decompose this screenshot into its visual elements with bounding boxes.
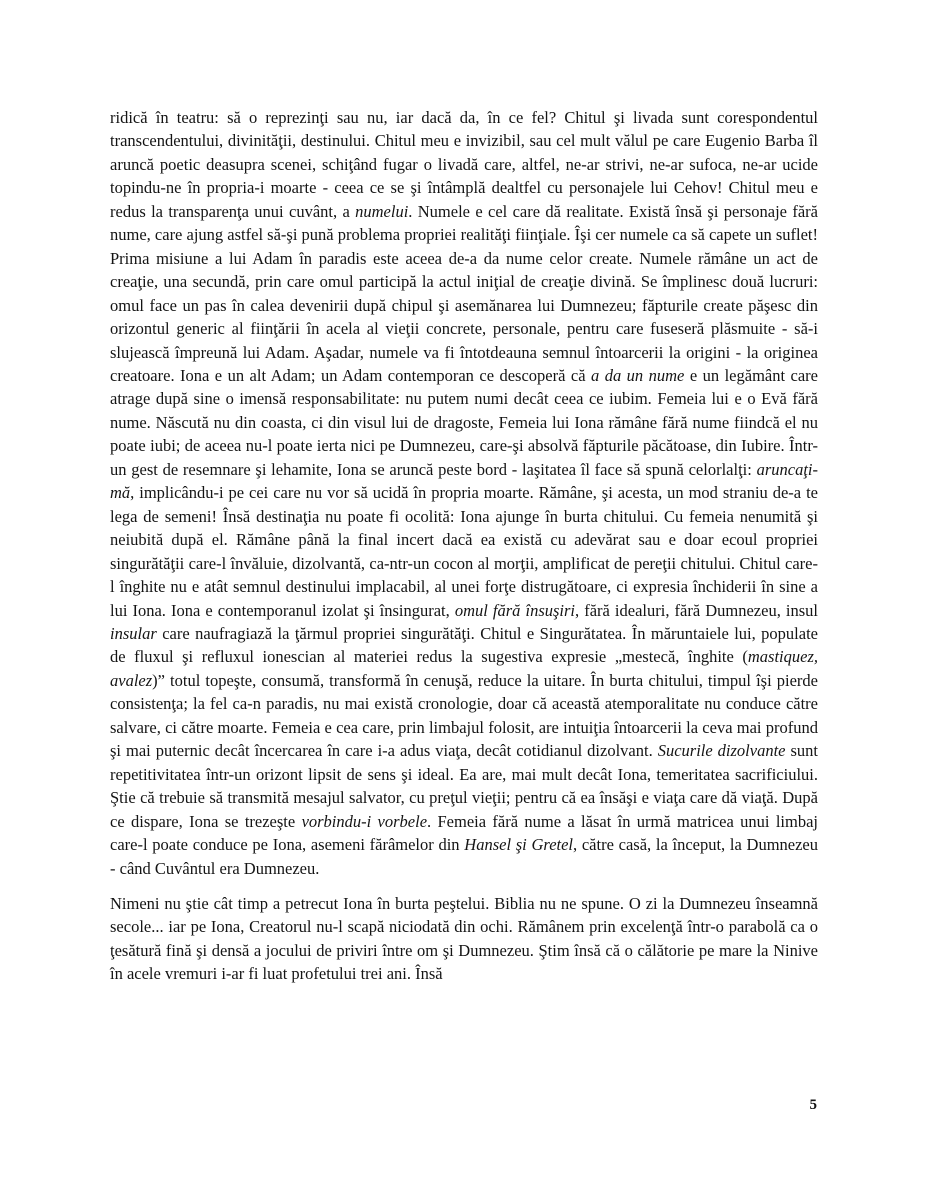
paragraph [110, 106, 818, 880]
text-run: , implicându-i pe cei care nu vor să ucidă în propria moarte. Rămâne, şi acesta, un mod straniu de-a te lega de semeni! Însă destinaţia nu poate fi ocolită: Iona ajunge în burta chitului. Cu femeia nenumită şi neiubită după el. Rămâne până la final incert dacă ea există cu adevărat sau e doar ecoul propriei singurătăţii care-l învăluie, dizolvantă, ca-ntr-un cocon al morţii, amplificat de pereţii chitului. Chitul care-l înghite nu e atât semnul destinului implacabil, al unei forţe distrugătoare, ci expresia închiderii în sine a lui Iona. Iona e contemporanul izolat şi însingurat, [110, 483, 818, 620]
italic-text-run: omul fără însuşiri [454, 600, 576, 620]
italic-text-run: Hansel şi Gretel [464, 835, 574, 855]
italic-text-run: numelui [355, 201, 409, 221]
italic-text-run: aruncaţi-mă [110, 459, 818, 503]
text-run: . Femeia fără nume a lăsat în urmă matricea unui limbaj care-l poate conduce pe Iona, asemeni fărâmelor din [110, 811, 818, 855]
text-run: )” totul topeşte, consumă, transformă în cenuşă, reduce la uitare. În burta chitului, timpul îşi pierde consistenţa; la fel ca-n paradis, nu mai există cronologie, doar că această atemporalitate nu conduce către salvare, ci către moarte. Femeia e cea care, prin limbajul folosit, are intuiţia întoarcerii la ceva mai profund şi mai puternic decât încercarea în care i-a adus viaţa, decât cotidianul dizolvant. [110, 670, 818, 761]
italic-text-run: mastiquez, avalez [110, 647, 818, 690]
italic-text-run: Sucurile dizolvante [657, 741, 786, 761]
italic-text-run: vorbindu-i vorbele [301, 811, 428, 831]
text-run: sunt repetitivitatea într-un orizont lipsit de sens şi ideal. Ea are, mai mult decât Iona, temeritatea sacrificiului. Ştie că trebuie să transmită mesajul salvator, cu preţul vieţii; pentru că ea însăşi e viaţa care dă viaţă. După ce dispare, Iona se trezeşte [110, 741, 819, 831]
text-run: , fără idealuri, fără Dumnezeu, insul [575, 600, 818, 620]
text-run: , către casă, la început, la Dumnezeu - când Cuvântul era Dumnezeu. [110, 835, 818, 878]
italic-text-run: a da un nume [591, 365, 685, 385]
text-run: Nimeni nu ştie cât timp a petrecut Iona în burta peştelui. Biblia nu ne spune. O zi la Dumnezeu înseamnă secole... iar pe Iona, Creatorul nu-l scapă niciodată din ochi. Rămânem prin excelenţă într-o parabolă ca o ţesătură fină şi densă a jocului de priviri între om şi Dumnezeu. Ştim însă că o călătorie pe mare la Ninive în acele vremuri i-ar fi luat profetului trei ani. Însă [110, 893, 818, 984]
text-run: care naufragiază la ţărmul propriei singurătăţi. Chitul e Singurătatea. În măruntaiele lui, populate de fluxul şi refluxul ionescian al materiei redus la sugestiva expresie „mestecă, înghite ( [110, 623, 818, 667]
text-run: e un legământ care atrage după sine o imensă responsabilitate: nu putem numi decât ceea ce iubim. Femeia lui e o Evă fără nume. Născută nu din coasta, ci din visul lui de dragoste, Femeia lui Iona rămâne fără nume fiindcă el nu poate iubi; de aceea nu-l poate ierta nici pe Dumnezeu, care-şi absolvă făpturile păcătoase, din Iubire. Într-un gest de resemnare şi lehamite, Iona se aruncă peste bord - laşitatea îl face să spună celorlalţi: [110, 365, 818, 479]
paragraph [110, 892, 818, 986]
italic-text-run: insular [110, 623, 157, 643]
text-run: ridică în teatru: să o reprezinţi sau nu, iar dacă da, în ce fel? Chitul şi livada sunt corespondentul transcendentului, divinităţii, destinului. Chitul meu e invizibil, sau cel mult vălul pe care Eugenio Barba îl aruncă poetic deasupra scenei, schiţând fugar o livadă care, altfel, ne-ar strivi, ne-ar sufoca, ne-ar ucide topindu-ne în propria-i moarte - ceea ce se şi întâmplă dealtfel cu personajele lui Cehov! Chitul meu e redus la transparenţa unui cuvânt, a [110, 108, 818, 221]
text-run: . Numele e cel care dă realitate. Există însă şi personaje fără nume, care ajung astfel să-şi pună problema propriei realităţi fiinţiale. Îşi cer numele ca să capete un suflet! Prima misiune a lui Adam în paradis este aceea de-a da nume celor create. Numele rămâne un act de creaţie, una secundă, prin care omul participă la actul iniţial de creaţie divină. Se împlinesc două lucruri: omul face un pas în calea devenirii după chipul şi asemănarea lui Dumnezeu; făpturile create păşesc din orizontul generic al fiinţării în acela al vieţii concrete, personale, pentru care fuseseră plăsmuite - să-i slujească împreună lui Adam. Aşadar, numele va fi întotdeauna semnul întoarcerii la origini - la originea creatoare. Iona e un alt Adam; un Adam contemporan ce descoperă că [110, 201, 818, 385]
page-number: 5 [809, 1097, 817, 1113]
document-body [110, 106, 818, 998]
